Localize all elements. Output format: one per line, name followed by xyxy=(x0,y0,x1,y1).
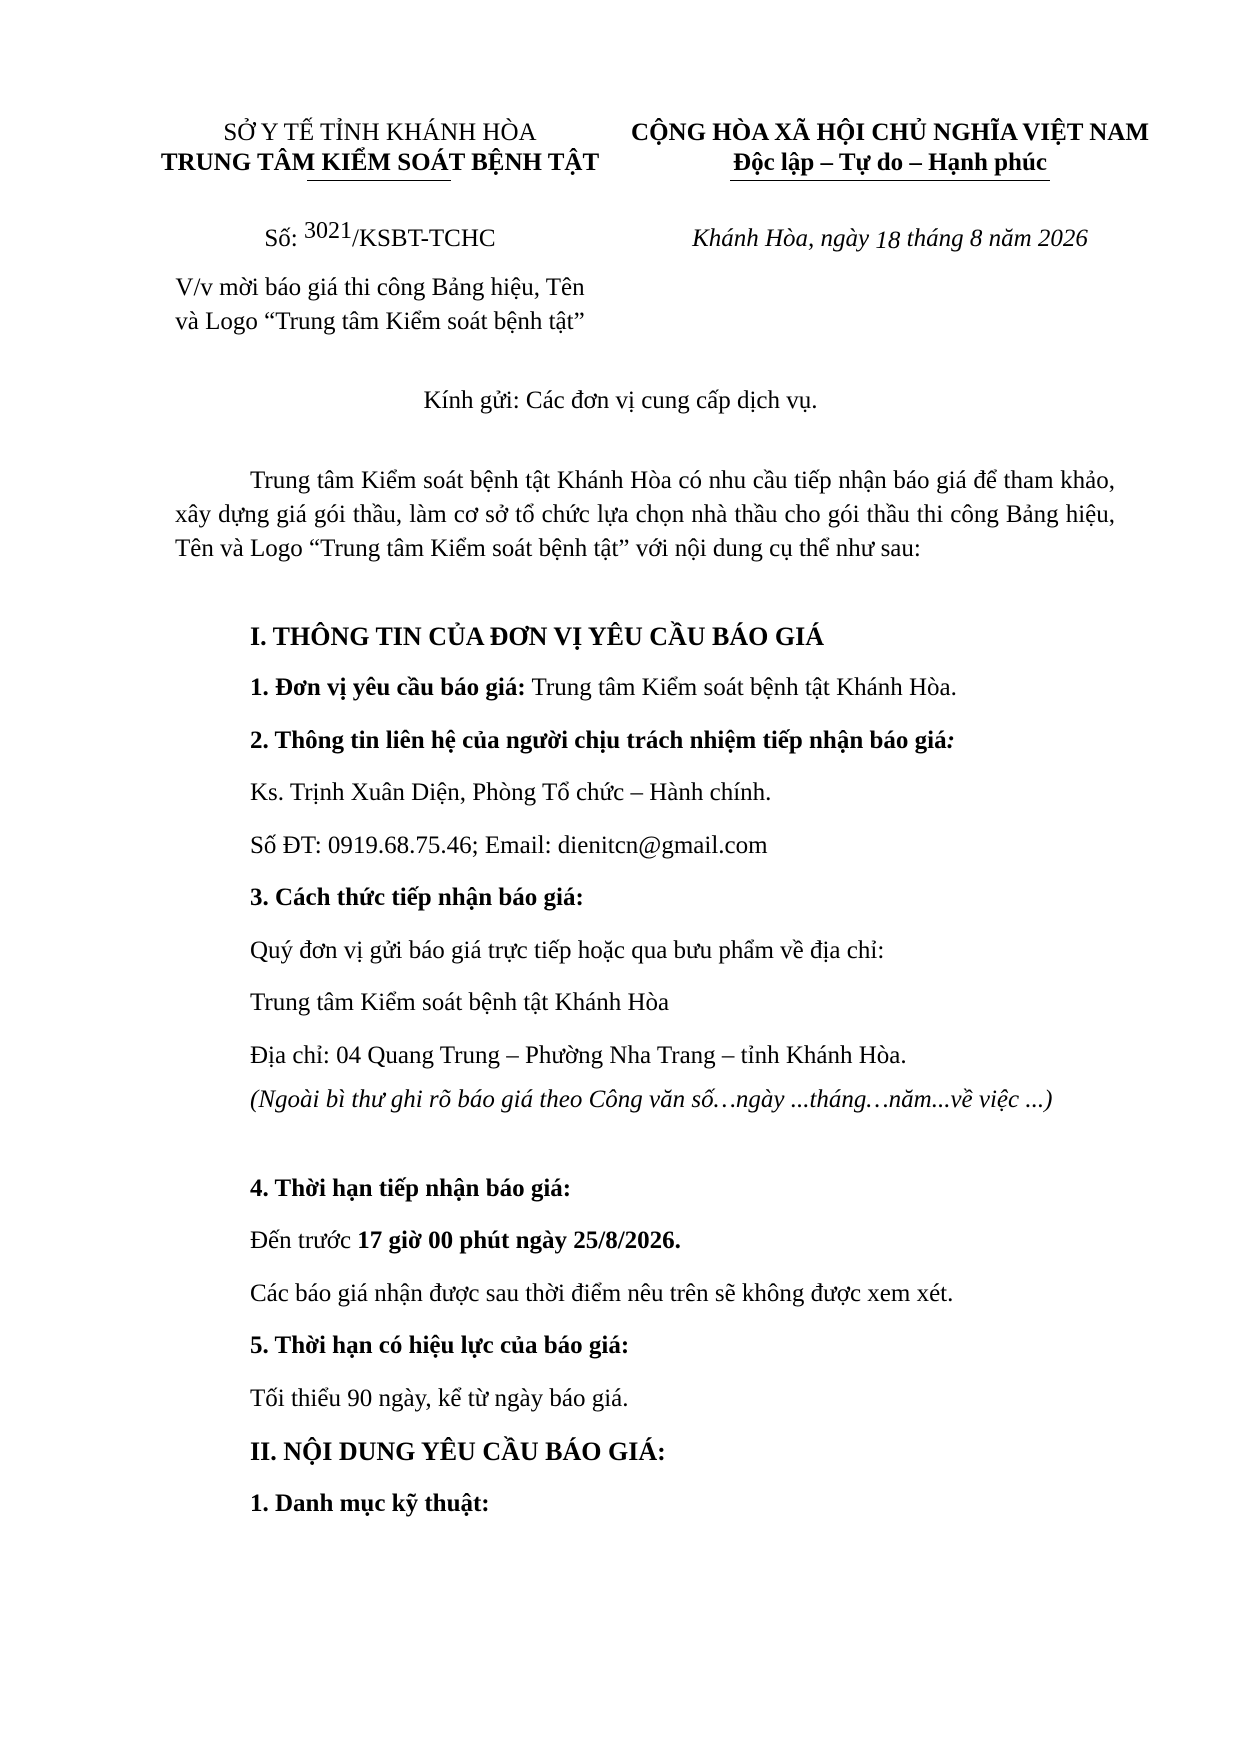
section-2-heading: II. NỘI DUNG YÊU CẦU BÁO GIÁ: xyxy=(250,1437,666,1466)
intro-paragraph: Trung tâm Kiểm soát bệnh tật Khánh Hòa có nhu cầu tiếp nhận báo giá để tham khảo, xây dựng giá gói thầu, làm cơ sở tổ chức lựa chọn nhà thầu cho gói thầu thi công Bảng hiệu, Tên và Logo “Trung tâm Kiểm soát bệnh tật” với nội dung cụ thể như sau: xyxy=(175,467,1115,562)
doc-number-suffix: /KSBT-TCHC xyxy=(352,225,496,252)
issuer-block xyxy=(150,118,610,178)
document-number xyxy=(150,218,610,253)
national-motto: Độc lập – Tự do – Hạnh phúc xyxy=(733,149,1047,176)
item-2-label: 2. Thông tin liên hệ của người chịu trách nhiệm tiếp nhận báo giá xyxy=(250,727,947,754)
doc-number-value: 3021 xyxy=(304,218,353,244)
subject-line-2: và Logo “Trung tâm Kiểm soát bệnh tật” xyxy=(175,308,585,335)
section-1-heading: I. THÔNG TIN CỦA ĐƠN VỊ YÊU CẦU BÁO GIÁ xyxy=(250,622,825,651)
motto-underline xyxy=(730,180,1050,181)
item-5-text: Tối thiểu 90 ngày, kể từ ngày báo giá. xyxy=(250,1385,629,1412)
date-day: 18 xyxy=(875,227,901,254)
item-4-deadline xyxy=(250,1227,681,1255)
envelope-note: (Ngoài bì thư ghi rõ báo giá theo Công văn số…ngày ...tháng…năm...về việc ...) xyxy=(250,1086,1053,1113)
document-date xyxy=(630,225,1150,253)
national-title: CỘNG HÒA XÃ HỘI CHỦ NGHĨA VIỆT NAM xyxy=(631,119,1149,146)
date-rest: tháng 8 năm 2026 xyxy=(900,225,1088,252)
doc-number-prefix: Số: xyxy=(264,225,305,252)
document-subject xyxy=(150,271,610,339)
issuer-department: SỞ Y TẾ TỈNH KHÁNH HÒA xyxy=(223,119,537,146)
section-1-item-3: 3. Cách thức tiếp nhận báo giá: xyxy=(250,884,584,911)
section-1-item-1 xyxy=(250,674,957,702)
date-prefix: Khánh Hòa, ngày xyxy=(692,225,876,252)
section-2-item-1: 1. Danh mục kỹ thuật: xyxy=(250,1490,490,1517)
issuer-underline xyxy=(307,180,451,181)
issuer-organization: TRUNG TÂM KIỂM SOÁT BỆNH TẬT xyxy=(160,149,600,176)
contact-phone-email: Số ĐT: 0919.68.75.46; Email: dienitcn@gmail.com xyxy=(250,832,768,859)
item-3-text: Quý đơn vị gửi báo giá trực tiếp hoặc qua bưu phẩm về địa chỉ: xyxy=(250,937,885,964)
section-1-item-4: 4. Thời hạn tiếp nhận báo giá: xyxy=(250,1175,572,1202)
national-motto-block xyxy=(630,118,1150,178)
deadline-prefix: Đến trước xyxy=(250,1227,358,1254)
item-4-text: Các báo giá nhận được sau thời điểm nêu trên sẽ không được xem xét. xyxy=(250,1280,954,1307)
item-1-label: 1. Đơn vị yêu cầu báo giá: xyxy=(250,674,526,701)
subject-line-1: V/v mời báo giá thi công Bảng hiệu, Tên xyxy=(175,274,585,301)
section-1-item-5: 5. Thời hạn có hiệu lực của báo giá: xyxy=(250,1332,630,1359)
item-3-organization: Trung tâm Kiểm soát bệnh tật Khánh Hòa xyxy=(250,989,670,1016)
item-3-address: Địa chỉ: 04 Quang Trung – Phường Nha Trang – tỉnh Khánh Hòa. xyxy=(250,1042,907,1069)
deadline-value: 17 giờ 00 phút ngày 25/8/2026. xyxy=(357,1227,681,1254)
item-1-value: Trung tâm Kiểm soát bệnh tật Khánh Hòa. xyxy=(525,674,957,701)
contact-name: Ks. Trịnh Xuân Diện, Phòng Tổ chức – Hành chính. xyxy=(250,779,772,806)
item-2-colon: : xyxy=(946,727,955,754)
addressee: Kính gửi: Các đơn vị cung cấp dịch vụ. xyxy=(423,387,818,414)
section-1-item-2 xyxy=(250,727,955,755)
